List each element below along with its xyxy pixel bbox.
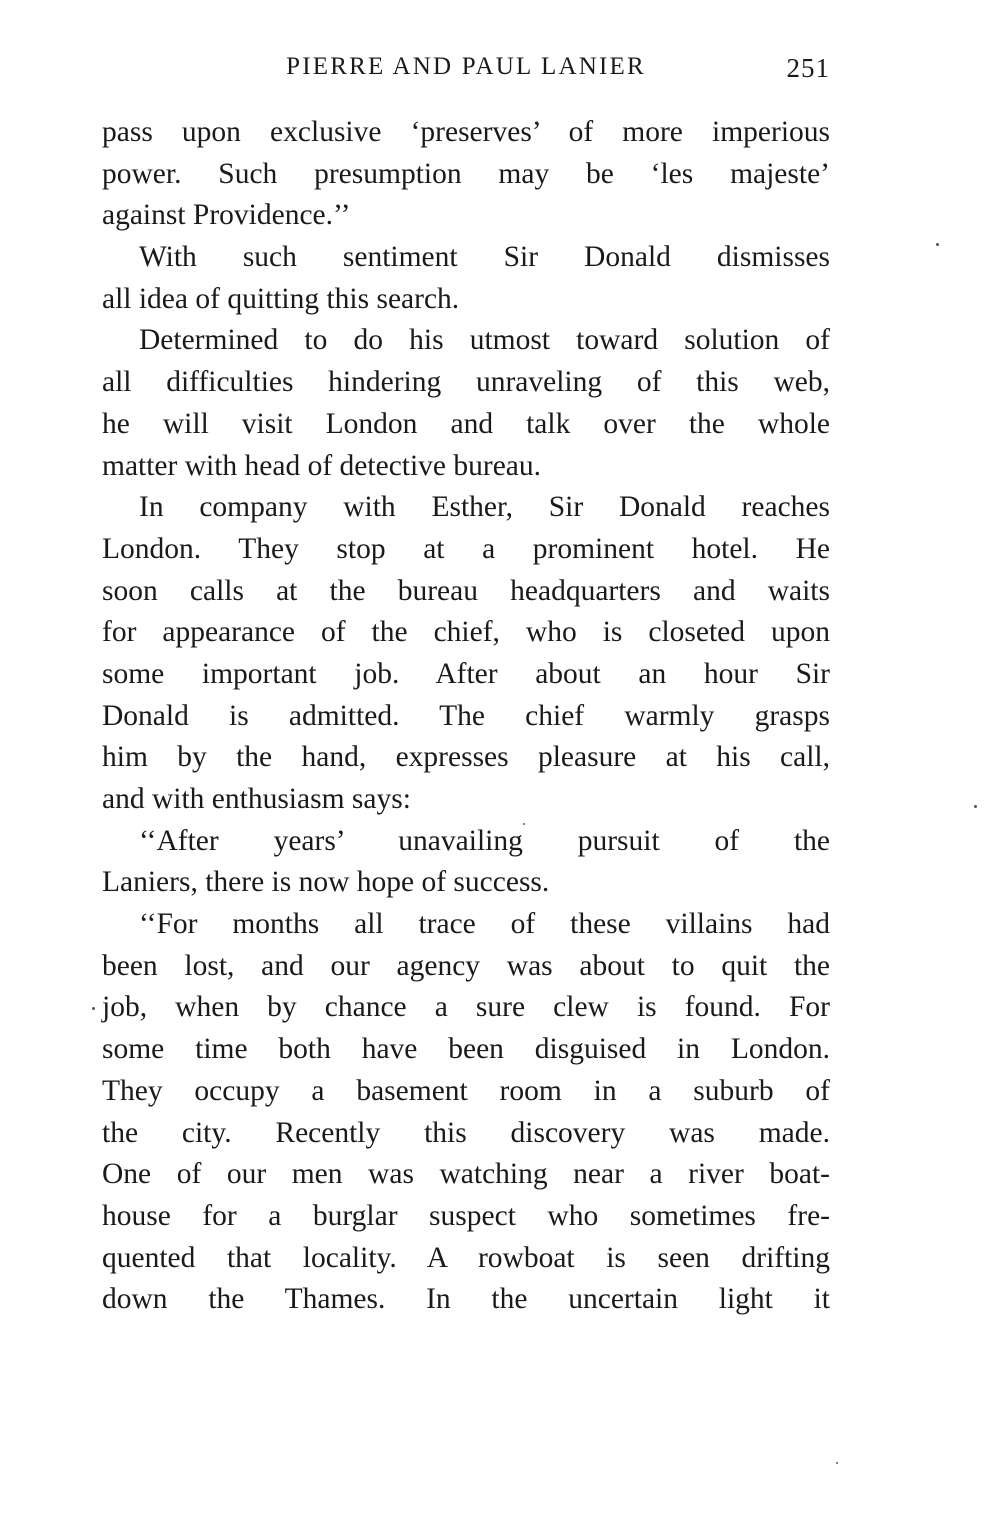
- text-line: for appearance of the chief, who is closeted upon: [102, 616, 830, 649]
- scan-speck: [523, 823, 525, 825]
- text-line: job, when by chance a sure clew is found. For: [102, 991, 830, 1024]
- text-line: soon calls at the bureau headquarters and waits: [102, 574, 830, 607]
- page-number: 251: [786, 53, 830, 83]
- text-line: down the Thames. In the uncertain light it: [102, 1283, 830, 1316]
- text-line: Laniers, there is now hope of success.: [102, 866, 550, 899]
- text-line: With such sentiment Sir Donald dismisses: [139, 241, 830, 274]
- scan-speck: [92, 1007, 95, 1010]
- text-line: he will visit London and talk over the whole: [102, 407, 830, 440]
- text-line: They occupy a basement room in a suburb of: [102, 1074, 830, 1107]
- text-line: some important job. After about an hour Sir: [102, 657, 830, 690]
- text-line: all difficulties hindering unraveling of this web,: [102, 366, 830, 399]
- text-line: ‘‘After years’ unavailing pursuit of the: [139, 824, 830, 857]
- text-line: all idea of quitting this search.: [102, 282, 460, 315]
- text-line: Donald is admitted. The chief warmly grasps: [102, 699, 830, 732]
- text-line: pass upon exclusive ‘preserves’ of more imperious: [102, 116, 830, 148]
- text-line: quented that locality. A rowboat is seen drifting: [102, 1241, 830, 1274]
- text-line: London. They stop at a prominent hotel. He: [102, 532, 830, 565]
- text-line: some time both have been disguised in London.: [102, 1033, 830, 1066]
- text-line: ‘‘For months all trace of these villains had: [139, 908, 830, 941]
- text-line: and with enthusiasm says:: [102, 783, 411, 815]
- text-line: the city. Recently this discovery was made.: [102, 1116, 830, 1149]
- scan-speck: [974, 805, 977, 808]
- text-line: matter with head of detective bureau.: [102, 449, 542, 482]
- text-line: against Providence.’’: [102, 199, 351, 232]
- text-line: Determined to do his utmost toward solution of: [139, 324, 830, 357]
- text-line: In company with Esther, Sir Donald reaches: [139, 491, 830, 524]
- running-title: PIERRE AND PAUL LANIER: [286, 53, 646, 80]
- text-line: been lost, and our agency was about to quit the: [102, 949, 830, 982]
- text-line: power. Such presumption may be ‘les majeste’: [102, 157, 830, 190]
- text-line: house for a burglar suspect who sometimes fre-: [102, 1199, 830, 1232]
- scan-speck: [836, 1462, 838, 1464]
- body-text: [102, 112, 830, 1321]
- text-line: One of our men was watching near a river boat-: [102, 1158, 830, 1191]
- running-head: [102, 53, 830, 89]
- text-line: him by the hand, expresses pleasure at his call,: [102, 741, 830, 774]
- scan-speck: [936, 243, 939, 246]
